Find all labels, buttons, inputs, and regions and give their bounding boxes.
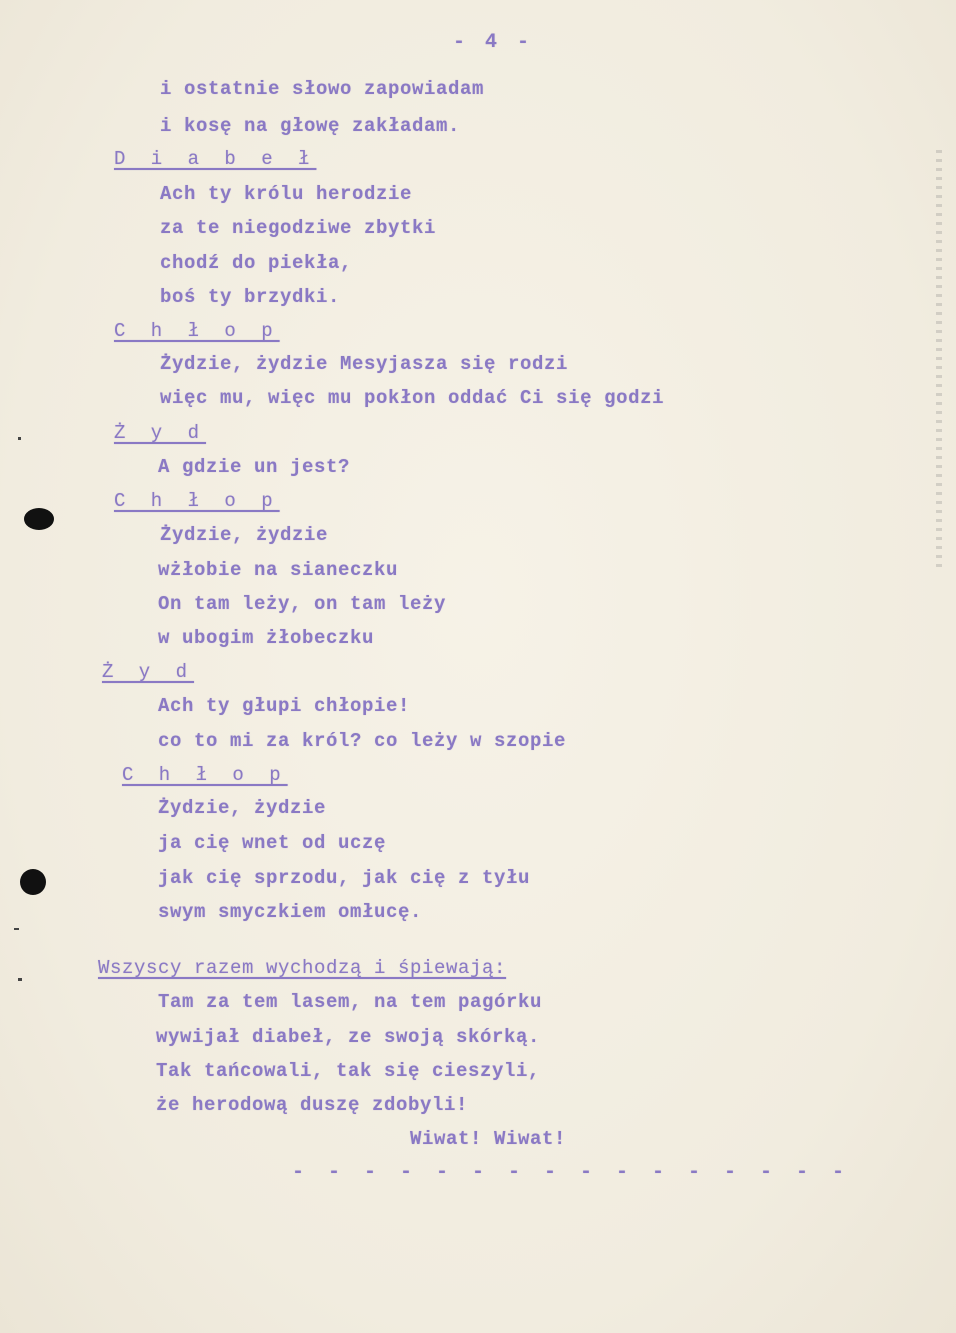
verse-line: boś ty brzydki. xyxy=(160,286,341,308)
verse-line: jak cię sprzodu, jak cię z tyłu xyxy=(158,867,531,889)
verse-line: Żydzie, żydzie Mesyjasza się rodzi xyxy=(160,353,569,375)
verse-line: chodź do piekła, xyxy=(160,252,353,274)
verse-line: więc mu, więc mu pokłon oddać Ci się godzi xyxy=(160,387,665,409)
verse-line: w ubogim żłobeczku xyxy=(158,627,375,649)
margin-mark xyxy=(18,437,21,440)
speaker-label: C h ł o p xyxy=(122,764,288,786)
verse-line: ja cię wnet od uczę xyxy=(158,832,387,854)
page-edge-shadow xyxy=(936,150,942,570)
verse-line: i ostatnie słowo zapowiadam xyxy=(160,78,485,100)
verse-line: A gdzie un jest? xyxy=(158,456,351,478)
verse-line: Ach ty królu herodzie xyxy=(160,183,413,205)
page-number: - 4 - xyxy=(453,31,534,54)
margin-mark xyxy=(18,978,22,981)
song-line: Tam za tem lasem, na tem pagórku xyxy=(158,991,543,1013)
speaker-label: Ż y d xyxy=(114,422,207,444)
closing-dashes: - - - - - - - - - - - - - - - - xyxy=(292,1161,851,1184)
verse-line: swym smyczkiem omłucę. xyxy=(158,901,423,923)
song-line: Tak tańcowali, tak się cieszyli, xyxy=(156,1060,541,1082)
speaker-label: Ż y d xyxy=(102,661,195,683)
verse-line: Ach ty głupi chłopie! xyxy=(158,695,411,717)
verse-line: za te niegodziwe zbytki xyxy=(160,217,437,239)
verse-line: Żydzie, żydzie xyxy=(160,524,329,546)
song-line: Wiwat! Wiwat! xyxy=(410,1128,567,1150)
speaker-label: C h ł o p xyxy=(114,490,280,512)
margin-mark xyxy=(14,928,19,930)
punch-hole-bottom xyxy=(20,869,46,895)
speaker-label: C h ł o p xyxy=(114,320,280,342)
stage-direction: Wszyscy razem wychodzą i śpiewają: xyxy=(98,957,507,979)
verse-line: co to mi za król? co leży w szopie xyxy=(158,730,567,752)
verse-line: i kosę na głowę zakładam. xyxy=(160,115,461,137)
song-line: że herodową duszę zdobyli! xyxy=(156,1094,469,1116)
speaker-label: D i a b e ł xyxy=(114,148,317,170)
verse-line: wżłobie na sianeczku xyxy=(158,559,399,581)
song-line: wywijał diabeł, ze swoją skórką. xyxy=(156,1026,541,1048)
verse-line: On tam leży, on tam leży xyxy=(158,593,447,615)
punch-hole-top xyxy=(24,508,54,530)
verse-line: Żydzie, żydzie xyxy=(158,797,327,819)
